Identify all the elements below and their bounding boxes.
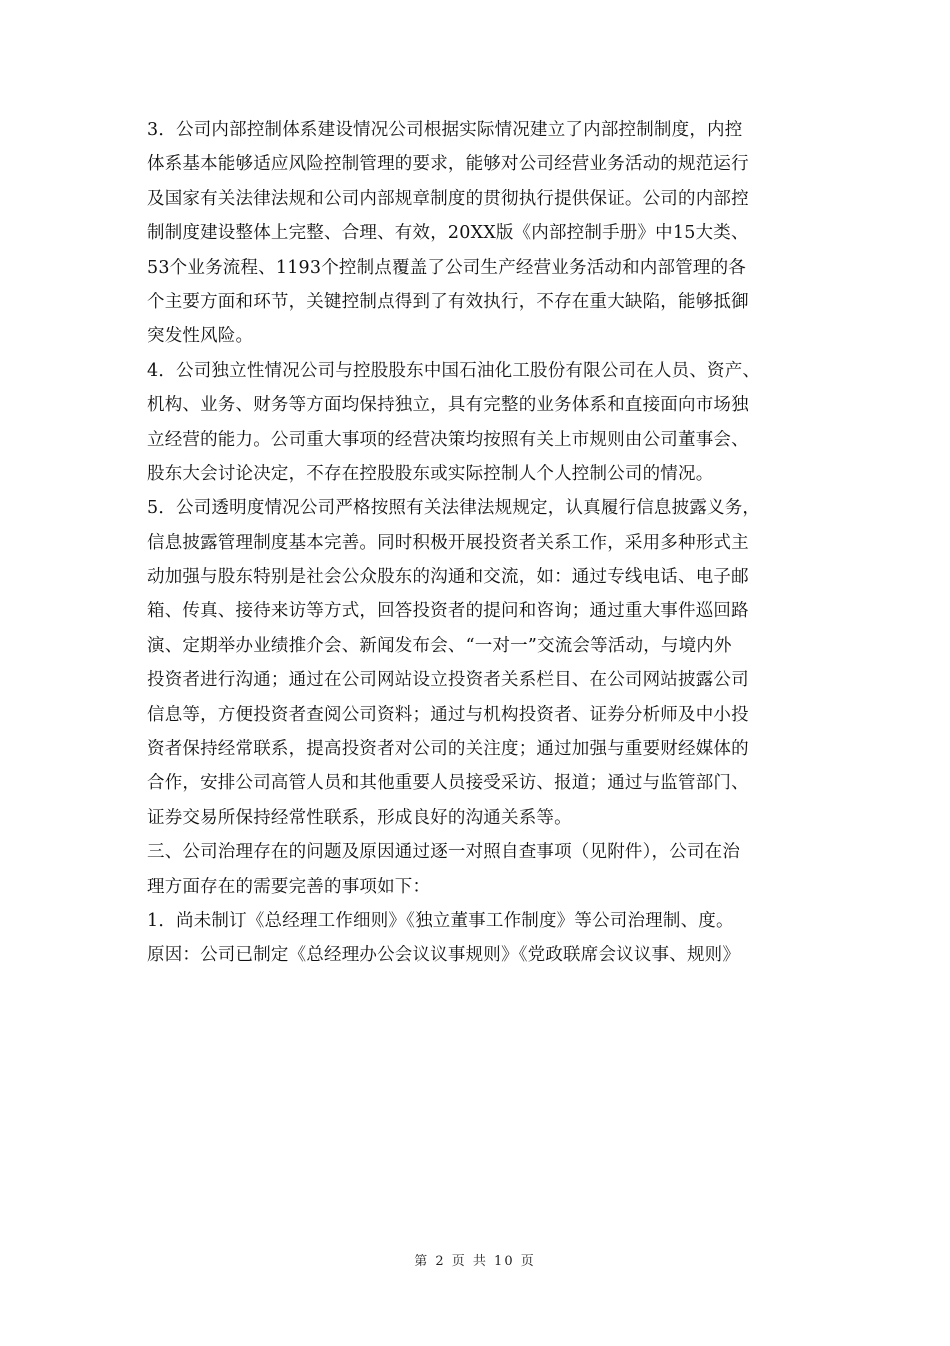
- text-line: 三、公司治理存在的问题及原因通过逐一对照自查事项（见附件），公司在治: [147, 842, 741, 863]
- text-line: 资者保持经常联系，提高投资者对公司的关注度；通过加强与重要财经媒体的: [147, 739, 749, 760]
- text-line: 个主要方面和环节，关键控制点得到了有效执行，不存在重大缺陷，能够抵御: [147, 291, 749, 312]
- text-line: 演、定期举办业绩推介会、新闻发布会、“一对一”交流会等活动，与境内外: [147, 635, 732, 656]
- text-line: 信息披露管理制度基本完善。同时积极开展投资者关系工作，采用多种形式主: [147, 532, 749, 553]
- text-line: 信息等，方便投资者查阅公司资料；通过与机构投资者、证券分析师及中小投: [147, 704, 749, 725]
- text-line: 53个业务流程、1193个控制点覆盖了公司生产经营业务活动和内部管理的各: [147, 257, 747, 278]
- text-line: 动加强与股东特别是社会公众股东的沟通和交流，如：通过专线电话、电子邮: [147, 567, 749, 588]
- text-line: 及国家有关法律法规和公司内部规章制度的贯彻执行提供保证。公司的内部控: [147, 188, 749, 209]
- text-line: 合作，安排公司高管人员和其他重要人员接受采访、报道；通过与监管部门、: [147, 773, 749, 794]
- text-line: 股东大会讨论决定，不存在控股股东或实际控制人个人控制公司的情况。: [147, 463, 714, 484]
- page-number-footer: 第 2 页 共 10 页: [414, 1254, 536, 1269]
- text-line: 原因：公司已制定《总经理办公会议议事规则》《党政联席会议议事、规则》: [147, 945, 741, 966]
- text-line: 立经营的能力。公司重大事项的经营决策均按照有关上市规则由公司董事会、: [147, 429, 749, 450]
- text-line: 理方面存在的需要完善的事项如下：: [147, 876, 431, 897]
- text-line: 3．公司内部控制体系建设情况公司根据实际情况建立了内部控制制度，内控: [147, 120, 743, 140]
- text-line: 突发性风险。: [147, 326, 254, 347]
- text-line: 5．公司透明度情况公司严格按照有关法律法规规定，认真履行信息披露义务，: [147, 498, 761, 519]
- text-line: 4．公司独立性情况公司与控股股东中国石油化工股份有限公司在人员、资产、: [147, 360, 761, 381]
- body-text: [147, 113, 817, 973]
- text-line: 箱、传真、接待来访等方式，回答投资者的提问和咨询；通过重大事件巡回路: [147, 601, 749, 622]
- text-line: 体系基本能够适应风险控制管理的要求，能够对公司经营业务活动的规范运行: [147, 154, 749, 175]
- text-line: 证券交易所保持经常性联系，形成良好的沟通关系等。: [147, 807, 572, 828]
- text-line: 1．尚未制订《总经理工作细则》《独立董事工作制度》等公司治理制、度。: [147, 910, 734, 931]
- text-line: 投资者进行沟通；通过在公司网站设立投资者关系栏目、在公司网站披露公司: [147, 670, 749, 691]
- text-line: 制制度建设整体上完整、合理、有效，20XX版《内部控制手册》中15大类、: [147, 223, 749, 244]
- text-line: 机构、业务、财务等方面均保持独立，具有完整的业务体系和直接面向市场独: [147, 395, 749, 416]
